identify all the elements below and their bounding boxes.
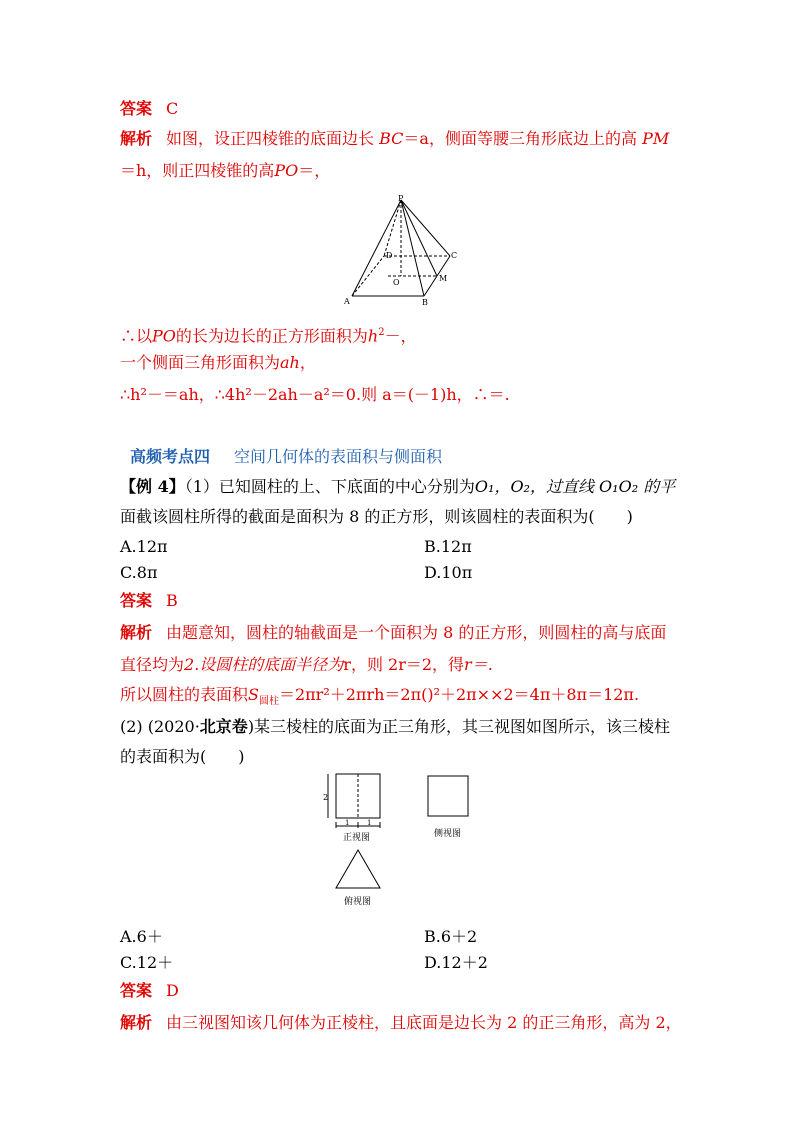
analysis-text: 的长为边长的正方形面积为	[175, 326, 368, 346]
answer-label: 答案	[120, 99, 153, 118]
question-text: (2) (2020·	[120, 717, 200, 736]
analysis-text: 2.设圆柱的底面半径为	[184, 655, 344, 674]
analysis-text: ＝，	[298, 161, 331, 180]
analysis-text: ∴h²－＝ah，∴4h²－2ah－a²＝0.则 a＝(－1)h，∴＝.	[120, 385, 510, 404]
section-header	[130, 446, 442, 468]
analysis-line-9	[120, 1012, 682, 1034]
option-b: B.12π	[424, 537, 472, 556]
analysis-text: ∴以	[120, 326, 153, 346]
q2-option-c: C.12＋	[120, 953, 174, 972]
side-view-label: 侧视图	[434, 829, 462, 839]
question-text: 面截该圆柱所得的截面是面积为 8 的正方形，则该圆柱的表面积为( )	[120, 507, 633, 526]
label-p: P	[398, 194, 404, 203]
option-a: A.12π	[120, 537, 168, 556]
subscript: 圆柱	[258, 696, 279, 708]
label-d: D	[386, 251, 393, 260]
analysis-text: 一个侧面三角形面积为	[120, 353, 281, 372]
question-text: )某三棱柱的底面为正三角形，其三视图如图所示，该三棱柱	[247, 717, 671, 736]
analysis-label: 解析	[120, 129, 153, 148]
analysis-text: r，则 2r＝2，得	[343, 655, 465, 674]
q2-line-2	[120, 746, 245, 768]
section-title: 高频考点四	[130, 447, 211, 466]
dim-height: 2	[323, 793, 329, 802]
dim-right: 1	[367, 819, 372, 827]
label-a: A	[344, 297, 350, 306]
analysis-text: 直径均为	[120, 655, 185, 674]
analysis-text: 由题意知，圆柱的轴截面是一个面积为 8 的正方形，则圆柱的高与底面	[166, 623, 667, 642]
answer-line-2	[120, 590, 178, 612]
analysis-label: 解析	[120, 623, 153, 642]
example-label: 【例 4】	[120, 477, 185, 496]
var-bc: BC	[379, 129, 404, 148]
q2-line-1	[120, 716, 670, 738]
option-d: D.10π	[424, 563, 473, 582]
var-ah: ah	[280, 353, 300, 372]
label-m: M	[439, 274, 448, 283]
var-s: S	[248, 685, 259, 704]
label-b: B	[422, 298, 428, 307]
question-text: （1）已知圆柱的上、下底面的中心分别为	[184, 477, 475, 496]
analysis-text: ＝2πr²＋2πrh＝2π()²＋2π××2＝4π＋8π＝12π.	[278, 685, 640, 704]
option-c: C.8π	[120, 563, 158, 582]
answer-line-1	[120, 98, 178, 120]
pyramid-figure	[340, 192, 470, 310]
analysis-line-6	[120, 622, 666, 644]
analysis-line-7	[120, 654, 493, 676]
var-po: PO	[274, 161, 299, 180]
answer-label: 答案	[120, 981, 153, 1000]
question-text: O₁，O₂，过直线 O₁O₂ 的平	[474, 477, 676, 496]
dim-left: 1	[345, 819, 350, 827]
analysis-line-5	[120, 384, 510, 406]
label-c: C	[451, 251, 458, 260]
label-o: O	[393, 278, 400, 287]
analysis-line-3: ∴以PO的长为边长的正方形面积为$h^2-$，	[120, 326, 417, 346]
analysis-text: 所以圆柱的表面积	[120, 685, 249, 704]
top-view-label: 俯视图	[344, 897, 372, 907]
analysis-line-4	[120, 352, 316, 374]
analysis-text: ＝h，则正四棱锥的高	[120, 161, 275, 180]
analysis-label: 解析	[120, 1013, 153, 1032]
section-subtitle: 空间几何体的表面积与侧面积	[234, 447, 443, 466]
source-label: 北京卷	[199, 717, 248, 736]
front-view-label: 正视图	[343, 833, 371, 843]
three-view-figure	[318, 770, 478, 912]
answer-value: B	[166, 591, 178, 610]
analysis-text: ，	[299, 353, 316, 372]
var-h: h	[367, 326, 379, 346]
answer-line-3	[120, 980, 179, 1002]
var-pm: PM	[642, 129, 670, 148]
analysis-line-8	[120, 684, 639, 713]
q2-option-b: B.6＋2	[424, 927, 478, 946]
analysis-text: －，	[384, 326, 417, 346]
analysis-line-1	[120, 128, 669, 150]
example4-line-2	[120, 506, 633, 528]
example4-line-1	[120, 476, 675, 498]
analysis-text: ＝a，侧面等腰三角形底边上的高	[403, 129, 637, 148]
question-text: 的表面积为( )	[120, 747, 245, 766]
q2-option-a: A.6＋	[120, 927, 163, 946]
answer-label: 答案	[120, 591, 153, 610]
analysis-line-2	[120, 160, 330, 182]
q2-option-d: D.12＋2	[424, 953, 488, 972]
answer-value: D	[166, 981, 179, 1000]
answer-value: C	[166, 99, 179, 118]
analysis-text: r＝.	[464, 655, 493, 674]
analysis-text: 如图，设正四棱锥的底面边长	[166, 129, 375, 148]
var-po: PO	[152, 326, 176, 346]
analysis-text: 由三视图知该几何体为正棱柱，且底面是边长为 2 的正三角形，高为 2，	[166, 1013, 682, 1032]
